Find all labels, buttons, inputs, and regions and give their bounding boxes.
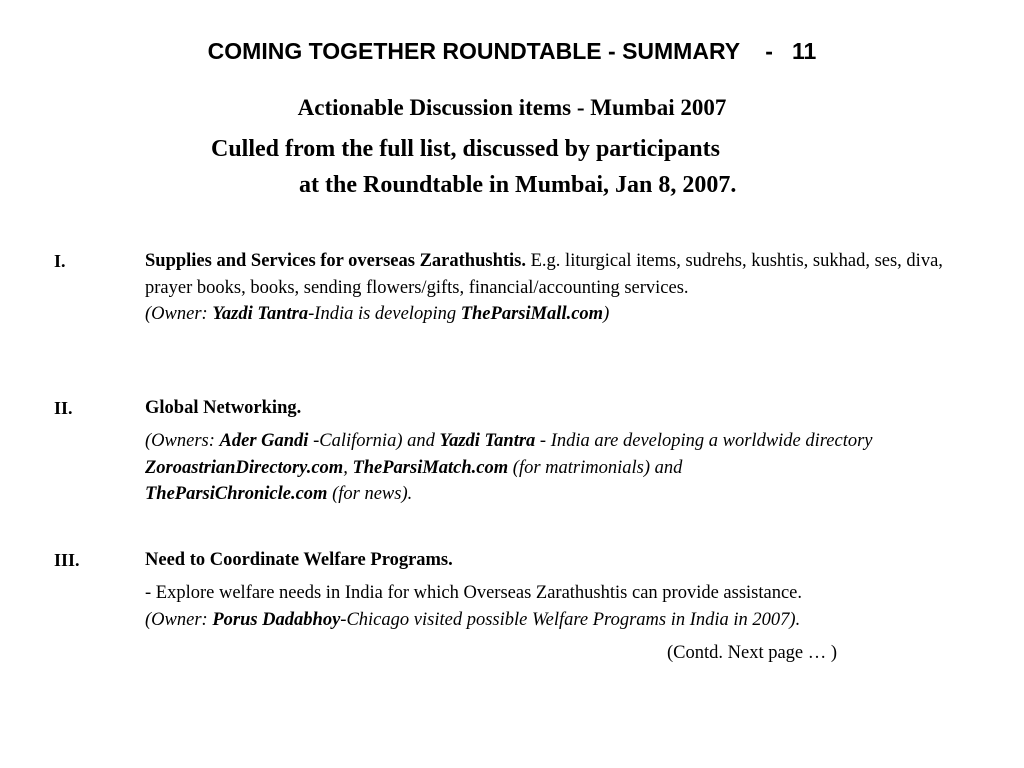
item-2-site-1: ZoroastrianDirectory.com [145,457,344,478]
item-1-owner-name: Yazdi Tantra [212,304,309,324]
item-1-body [145,248,975,328]
item-1-owner-mid: -India is developing [308,304,461,324]
slide-description-line2: at the Roundtable in Mumbai, Jan 8, 2007. [299,172,737,198]
item-3-body [145,580,975,633]
item-3-heading: Need to Coordinate Welfare Programs. [145,550,453,570]
slide-title: COMING TOGETHER ROUNDTABLE - SUMMARY - 11 [207,38,817,64]
item-2-heading: Global Networking. [145,398,302,418]
item-3-owner-rest: -Chicago visited possible Welfare Programs in India in 2007). [340,609,801,630]
item-2-p5: (for matrimonials) and [508,457,683,478]
item-2-p6: (for news). [327,484,413,504]
slide-subtitle: Actionable Discussion items - Mumbai 2007 [297,95,727,120]
item-2-site-2: TheParsiMatch.com [352,457,509,478]
item-1-text: E.g. liturgical items, sudrehs, kushtis, sukhad, ses, diva, prayer books, books, sending flowers/gifts, financial/accounting services. [145,251,943,298]
item-1-owner-open: (Owner: [145,304,213,324]
item-2-p2: -California) and [308,431,440,451]
item-2-number: II. [54,398,73,418]
slide-description-line1: Culled from the full list, discussed by participants [211,136,720,162]
item-3-owner [145,610,800,630]
item-2-owner-2: Yazdi Tantra [439,431,536,451]
item-3-owner-name: Porus Dadabhoy [212,609,341,630]
item-3-number: III. [54,550,80,570]
item-3-text: - Explore welfare needs in India for which Overseas Zarathushtis can provide assistance. [145,583,803,603]
item-3-owner-open: (Owner: [145,609,213,630]
item-2-owner-1: Ader Gandi [219,431,309,451]
item-1-owner-close: ) [603,304,610,324]
item-1-owner-site: TheParsiMall.com [460,304,604,324]
item-1-heading: Supplies and Services for overseas Zarathushtis. [145,251,526,271]
item-1-number: I. [54,251,66,271]
item-2-p1: (Owners: [145,431,220,451]
item-2-p3: - India are developing a worldwide directory [535,431,873,451]
item-2-p4: , [343,457,353,478]
continued-note: (Contd. Next page … ) [667,643,838,663]
item-2-site-3: TheParsiChronicle.com [145,484,328,504]
item-1-owner [145,304,609,324]
item-2-body [145,428,975,508]
